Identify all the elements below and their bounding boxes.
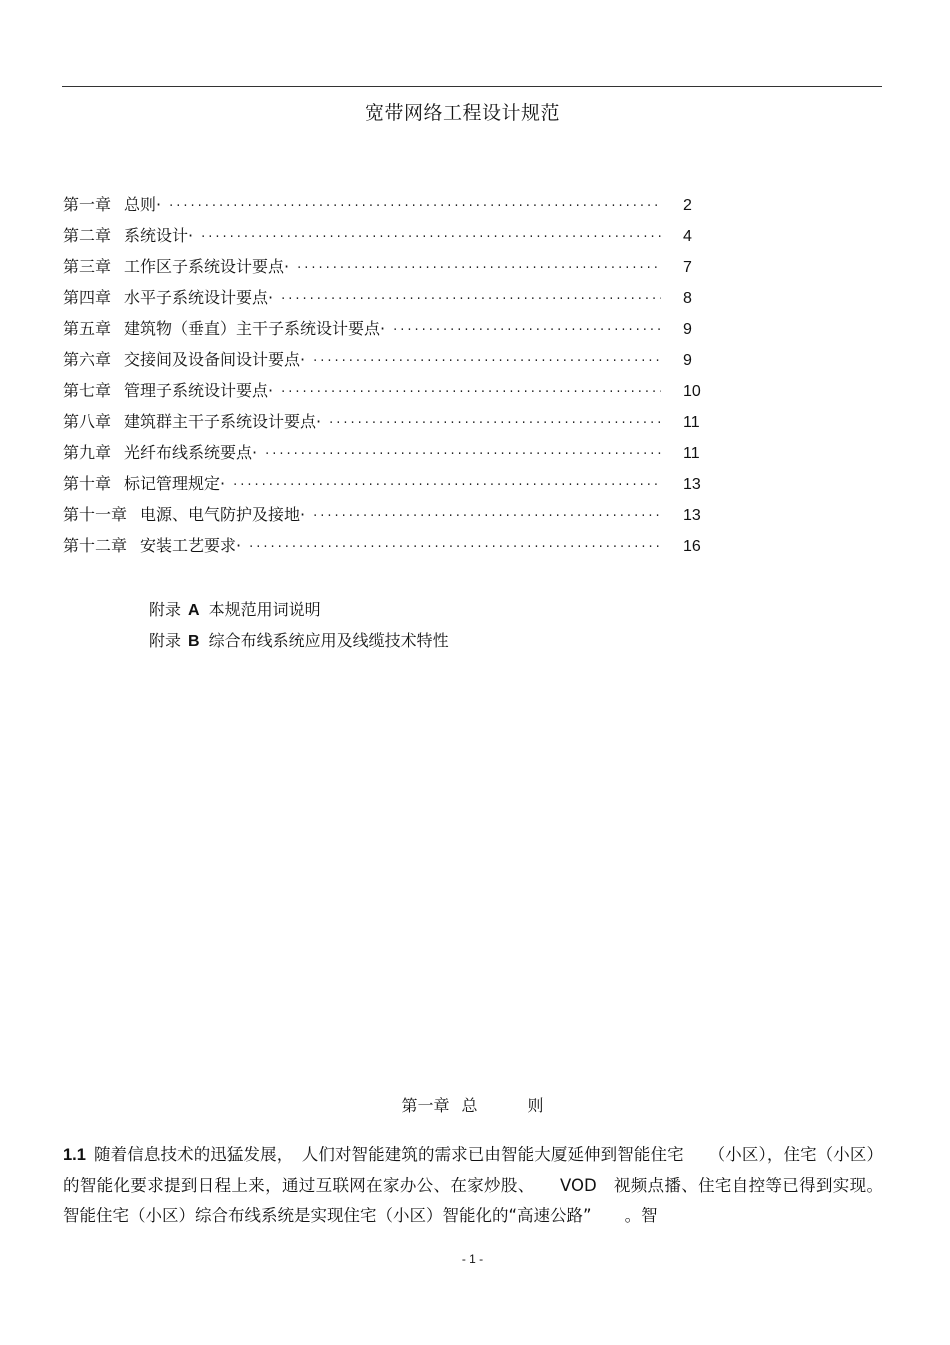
appendix-entry[interactable]	[149, 597, 449, 628]
toc-entry[interactable]	[63, 533, 713, 564]
toc-chapter-title: 工作区子系统设计要点·	[124, 257, 290, 276]
toc-page-number: 9	[683, 321, 692, 338]
toc-page-number: 7	[683, 259, 692, 276]
toc-chapter-number: 第五章	[63, 319, 112, 338]
toc-dot-leader	[249, 540, 661, 555]
toc-entry[interactable]	[63, 316, 713, 347]
toc-entry[interactable]	[63, 285, 713, 316]
toc-chapter-number: 第十章	[63, 474, 112, 493]
toc-dot-leader	[281, 385, 661, 400]
toc-chapter-title: 建筑物（垂直）主干子系统设计要点·	[124, 319, 386, 338]
toc-entry[interactable]	[63, 223, 713, 254]
toc-dot-leader	[233, 478, 661, 493]
chapter-heading-word: 总	[461, 1096, 478, 1115]
toc-chapter-title: 系统设计·	[124, 226, 194, 245]
paragraph-text: 随着信息技术的迅猛发展， 人们对智能建筑的需求已由智能大厦延伸到智能住宅 （小区），住宅（小区）的智能化要求提到日程上来，通过互联网在家办公、在家炒股、 VOD 视频点播、住宅自控等已得到实现。智能住宅（小区）综合布线系统是实现住宅（小区）智能化的“高速公路” 。智	[63, 1145, 883, 1225]
toc-page-number: 4	[683, 228, 692, 245]
toc-chapter-number: 第三章	[63, 257, 112, 276]
toc-chapter-title: 电源、电气防护及接地·	[140, 505, 306, 524]
appendix-entry[interactable]	[149, 628, 449, 659]
toc-chapter-title: 总则·	[124, 195, 162, 214]
toc-dot-leader	[297, 261, 661, 276]
toc-page-number: 8	[683, 290, 692, 307]
toc-chapter-title: 水平子系统设计要点·	[124, 288, 274, 307]
toc-dot-leader	[169, 199, 661, 214]
document-title: 宽带网络工程设计规范	[364, 102, 560, 124]
toc-dot-leader	[313, 509, 661, 524]
toc-entry[interactable]	[63, 254, 713, 285]
chapter-heading-number: 第一章	[401, 1096, 450, 1115]
toc-entry[interactable]	[63, 409, 713, 440]
toc-page-number: 11	[683, 414, 700, 431]
toc-page-number: 11	[683, 445, 700, 462]
toc-chapter-number: 第九章	[63, 443, 112, 462]
paragraph-number: 1.1	[63, 1146, 86, 1164]
page-number: - 1 -	[461, 1252, 484, 1266]
toc-entry[interactable]	[63, 347, 713, 378]
toc-chapter-title: 管理子系统设计要点·	[124, 381, 274, 400]
toc-chapter-title: 标记管理规定·	[124, 474, 226, 493]
toc-chapter-title: 安装工艺要求·	[140, 536, 242, 555]
toc-chapter-number: 第四章	[63, 288, 112, 307]
toc-chapter-number: 第二章	[63, 226, 112, 245]
toc-dot-leader	[281, 292, 661, 307]
toc-entry[interactable]	[63, 192, 713, 223]
toc-chapter-title: 建筑群主干子系统设计要点·	[124, 412, 322, 431]
toc-page-number: 2	[683, 197, 692, 214]
toc-chapter-number: 第七章	[63, 381, 112, 400]
body-paragraph	[63, 1140, 883, 1232]
toc-page-number: 9	[683, 352, 692, 369]
toc-chapter-number: 第一章	[63, 195, 112, 214]
toc-entry[interactable]	[63, 378, 713, 409]
appendix-title: 综合布线系统应用及线缆技术特性	[208, 631, 449, 650]
toc-chapter-title: 交接间及设备间设计要点·	[124, 350, 306, 369]
toc-chapter-number: 第十一章	[63, 505, 128, 524]
toc-chapter-title: 光纤布线系统要点·	[124, 443, 258, 462]
toc-dot-leader	[313, 354, 661, 369]
appendix-prefix: 附录	[149, 631, 182, 650]
toc-dot-leader	[329, 416, 661, 431]
toc-entry[interactable]	[63, 440, 713, 471]
toc-page-number: 16	[683, 538, 701, 555]
toc-page-number: 13	[683, 476, 701, 493]
toc-page-number: 10	[683, 383, 701, 400]
appendix-prefix: 附录	[149, 600, 182, 619]
chapter-heading	[0, 1093, 945, 1116]
toc-chapter-number: 第八章	[63, 412, 112, 431]
appendix-list	[149, 597, 449, 659]
appendix-letter: A	[188, 602, 200, 619]
toc-dot-leader	[201, 230, 661, 245]
toc-dot-leader	[265, 447, 661, 462]
toc-chapter-number: 第十二章	[63, 536, 128, 555]
toc-dot-leader	[393, 323, 661, 338]
toc-chapter-number: 第六章	[63, 350, 112, 369]
toc-entry[interactable]	[63, 471, 713, 502]
appendix-letter: B	[188, 633, 200, 650]
chapter-heading-word: 则	[527, 1096, 544, 1115]
table-of-contents	[63, 192, 713, 564]
toc-entry[interactable]	[63, 502, 713, 533]
header-rule	[62, 86, 882, 87]
appendix-title: 本规范用词说明	[208, 600, 321, 619]
toc-page-number: 13	[683, 507, 701, 524]
